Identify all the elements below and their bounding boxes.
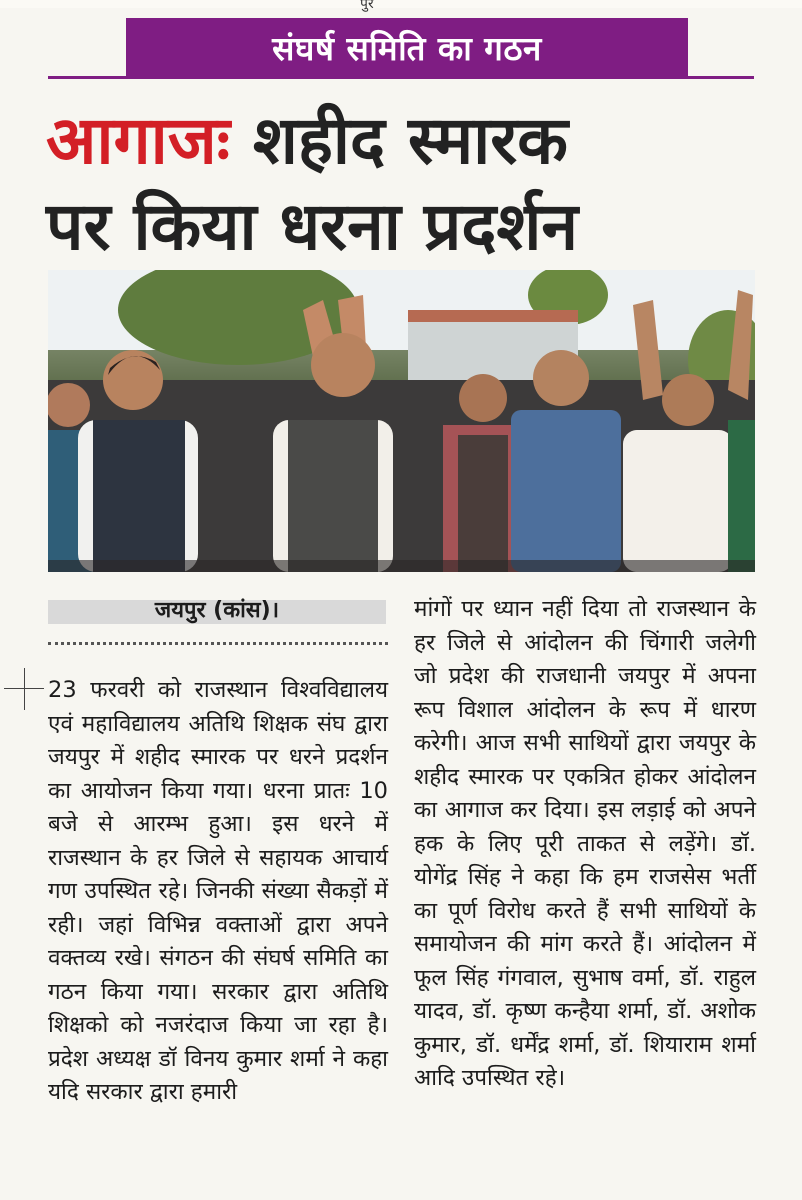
page-top-edge	[0, 0, 802, 8]
crop-mark-vertical	[24, 668, 25, 710]
protest-crowd-illustration	[48, 270, 755, 572]
headline-line2: पर किया धरना प्रदर्शन	[46, 188, 578, 265]
article-left-column: 23 फरवरी को राजस्थान विश्वविद्यालय एवं महाविद्यालय अतिथि शिक्षक संघ द्वारा जयपुर में शहीद स्मारक पर धरने प्रदर्शन का आयोजन किया गया। धरना प्रातः 10 बजे से आरम्भ हुआ। इस धरने में राजस्थान के हर जिले से सहायक आचार्य गण उपस्थित रहे। जिनकी संख्या सैकड़ों में रही। जहां विभिन्न वक्ताओं द्वारा अपने वक्तव्य रखे। संगठन की संघर्ष समिति का गठन किया गया। सरकार द्वारा अतिथि शिक्षको को नजरंदाज किया जा रहा है। प्रदेश अध्यक्ष डॉ विनय कुमार शर्मा ने कहा यदि सरकार द्वारा हमारी	[48, 677, 388, 1105]
headline-highlight: आगाजः	[46, 102, 231, 179]
protest-photo	[48, 270, 755, 572]
page-header-fragment: पुर	[360, 0, 374, 12]
headline-line1: शहीद स्मारक	[253, 102, 568, 179]
kicker-underline	[48, 76, 754, 79]
headline	[46, 98, 766, 270]
article-right-column: मांगों पर ध्यान नहीं दिया तो राजस्थान के हर जिले से आंदोलन की चिंगारी जलेगी जो प्रदेश की राजधानी जयपुर में अपना रूप विशाल आंदोलन के रूप में धारण करेगी। आज सभी साथियों द्वारा जयपुर के शहीद स्मारक पर एकत्रित होकर आंदोलन का आगाज कर दिया। इस लड़ाई को अपने हक के लिए पूरी ताकत से लड़ेंगे। डॉ. योगेंद्र सिंह ने कहा कि हम राजसेस भर्ती का पूर्ण विरोध करते हैं सभी साथियों के समायोजन की मांग करते हैं। आंदोलन में फूल सिंह गंगवाल, सुभाष वर्मा, डॉ. राहुल यादव, डॉ. कृष्ण कन्हैया शर्मा, डॉ. अशोक कुमार, डॉ. धर्मेंद्र शर्मा, डॉ. शियाराम शर्मा आदि उपस्थित रहे।	[414, 596, 756, 1091]
dotted-divider	[48, 642, 388, 645]
section-kicker: संघर्ष समिति का गठन	[126, 18, 688, 76]
dateline: जयपुर (कांस)।	[154, 598, 280, 623]
